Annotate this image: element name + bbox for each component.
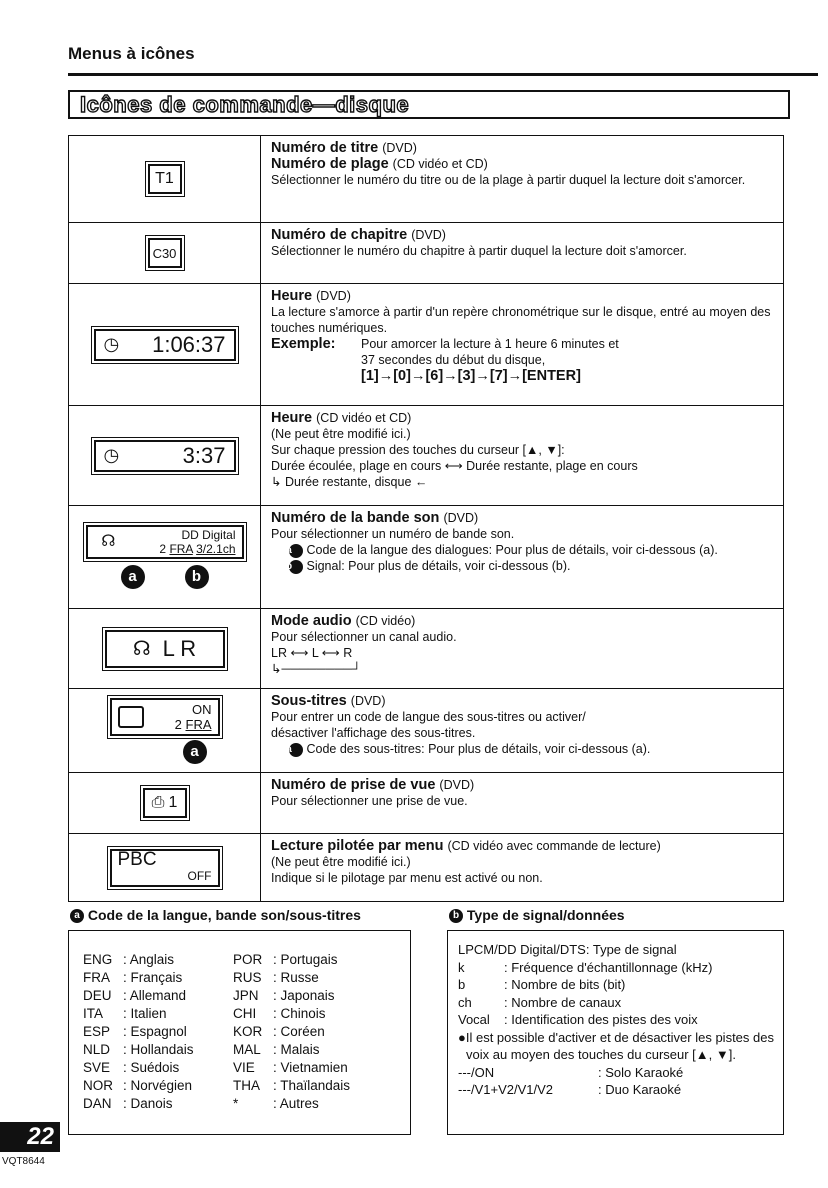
description-cell	[261, 689, 660, 772]
marker-a-icon: a	[121, 565, 145, 589]
time-value: 1:06:37	[152, 331, 226, 357]
icon-cell	[69, 689, 261, 772]
entry-title-2: Numéro de plage (CD vidéo et CD)	[271, 156, 488, 172]
description-line: (Ne peut être modifié ici.)	[271, 855, 411, 869]
description-line: Sur chaque pression des touches du curseur [▲, ▼]:	[271, 443, 565, 457]
icon-cell	[69, 834, 261, 901]
language-code: DAN	[83, 1096, 112, 1111]
language-code-box	[68, 930, 411, 1135]
subtitle-box-icon	[118, 706, 144, 728]
language-heading: a Code de la langue, bande son/sous-titres	[70, 907, 361, 923]
language-name: : Français	[123, 970, 183, 985]
language-code: ITA	[83, 1006, 103, 1021]
language-code: SVE	[83, 1060, 111, 1075]
description-cell	[261, 609, 467, 688]
icon-cell	[69, 223, 261, 283]
example-line: 37 secondes du début du disque,	[361, 353, 546, 367]
entry-title: Numéro de chapitre (DVD)	[271, 227, 446, 243]
pbc-label: PBC	[117, 848, 157, 870]
key-sequence: [1]→[0]→[6]→[3]→[7]→[ENTER]	[361, 368, 581, 384]
channel-label: L R	[162, 635, 197, 661]
language-name: : Autres	[273, 1096, 319, 1111]
description-line: Pour sélectionner un canal audio.	[271, 630, 457, 644]
language-code: FRA	[83, 970, 110, 985]
description-line: Pour entrer un code de langue des sous-titres ou activer/	[271, 710, 586, 724]
description-line: Sélectionner le numéro du chapitre à partir duquel la lecture doit s'amorcer.	[271, 244, 687, 258]
table-row	[69, 406, 783, 506]
marker-icon: a	[289, 743, 303, 757]
signal-def: ch : Nombre de canaux	[458, 994, 622, 1010]
subtitle-number: 2	[174, 716, 182, 732]
clock-icon: ◷	[103, 334, 120, 354]
language-name: : Malais	[273, 1042, 320, 1057]
description-line: Pour sélectionner un numéro de bande son.	[271, 527, 515, 541]
language-name: : Russe	[273, 970, 319, 985]
track-number: 2	[159, 542, 167, 556]
section-title: Icônes de commande—disque	[80, 92, 410, 117]
table-row	[69, 284, 783, 406]
language-code: NOR	[83, 1078, 113, 1093]
language-name: : Allemand	[123, 988, 187, 1003]
language-name: : Thaïlandais	[273, 1078, 351, 1093]
language-code: *	[233, 1096, 239, 1111]
detail-item: b Signal: Pour plus de détails, voir ci-dessous (b).	[285, 559, 571, 573]
entry-title: Heure (CD vidéo et CD)	[271, 410, 412, 426]
description-line: ↳ Durée restante, disque ←	[271, 475, 428, 489]
speaker-head-icon: ☊	[101, 533, 116, 550]
entry-title: Sous-titres (DVD)	[271, 693, 386, 709]
subtitle-state: ON	[192, 701, 212, 717]
channel-info: 3/2.1ch	[196, 542, 236, 556]
camera-icon: ⎙	[151, 794, 165, 811]
description-cell	[261, 834, 671, 901]
signal-format: DD Digital	[181, 528, 236, 542]
language-code: THA	[233, 1078, 260, 1093]
table-row	[69, 136, 783, 223]
page-number: 22	[0, 1122, 60, 1152]
entry-title: Mode audio (CD vidéo)	[271, 613, 416, 629]
entry-title: Numéro de la bande son (DVD)	[271, 510, 479, 526]
language-code: CHI	[233, 1006, 257, 1021]
entry-title: Numéro de titre (DVD)	[271, 140, 417, 156]
example-label: Exemple:	[271, 336, 336, 352]
entry-title: Numéro de prise de vue (DVD)	[271, 777, 475, 793]
language-name: : Danois	[123, 1096, 173, 1111]
clock-icon: ◷	[103, 445, 120, 465]
language-code: VIE	[233, 1060, 255, 1075]
description-line: ↳────────┘	[271, 662, 362, 676]
description-line: Durée écoulée, plage en cours ⟷ Durée restante, plage en cours	[271, 459, 638, 473]
language-code: JPN	[233, 988, 259, 1003]
section-title-box	[68, 90, 790, 119]
entry-title: Lecture pilotée par menu (CD vidéo avec commande de lecture)	[271, 838, 661, 854]
description-line: LR ⟷ L ⟷ R	[271, 646, 353, 660]
marker-icon: b	[289, 560, 303, 574]
marker-icon: a	[289, 544, 303, 558]
pbc-state: OFF	[187, 868, 212, 883]
description-cell	[261, 773, 484, 833]
table-row	[69, 689, 783, 773]
language-name: : Suédois	[123, 1060, 180, 1075]
angle-number: 1	[168, 794, 178, 811]
language-name: : Coréen	[273, 1024, 325, 1039]
header-rule	[68, 73, 818, 76]
language-name: : Japonais	[273, 988, 335, 1003]
table-row	[69, 609, 783, 689]
icon-cell	[69, 284, 261, 405]
description-line: La lecture s'amorce à partir d'un repère chronométrique sur le disque, entré au moyen des touches numériques.	[271, 305, 771, 335]
description-line: Pour sélectionner une prise de vue.	[271, 794, 468, 808]
icon-cell	[69, 609, 261, 688]
signal-def: k : Fréquence d'échantillonnage (kHz)	[458, 959, 713, 975]
language-code: KOR	[233, 1024, 263, 1039]
language-name: : Chinois	[273, 1006, 326, 1021]
icon-cell	[69, 773, 261, 833]
description-line: Indique si le pilotage par menu est activé ou non.	[271, 871, 543, 885]
language-name: : Hollandais	[123, 1042, 194, 1057]
language-code: FRA	[185, 716, 212, 732]
icon-table	[68, 135, 784, 902]
language-name: : Vietnamien	[273, 1060, 348, 1075]
detail-item: a Code des sous-titres: Pour plus de détails, voir ci-dessous (a).	[286, 742, 651, 756]
signal-def: Vocal : Identification des pistes des voix	[458, 1012, 698, 1027]
table-row	[69, 773, 783, 834]
language-code: ESP	[83, 1024, 111, 1039]
doc-code: VQT8644	[2, 1156, 45, 1167]
signal-note: ●Il est possible d'activer et de désactiver les pistes des voix au moyen des touches du curseur [▲, ▼].	[458, 1029, 774, 1062]
speaker-head-icon: ☊	[132, 638, 151, 660]
language-code: ENG	[83, 952, 113, 967]
description-line: Sélectionner le numéro du titre ou de la plage à partir duquel la lecture doit s'amorcer.	[271, 173, 746, 187]
language-code: MAL	[233, 1042, 261, 1057]
icon-label: C30	[152, 245, 177, 261]
language-name: : Norvégien	[123, 1078, 193, 1093]
table-row	[69, 506, 783, 609]
signal-heading: b Type de signal/données	[449, 907, 625, 923]
language-name: : Espagnol	[123, 1024, 187, 1039]
language-code: NLD	[83, 1042, 111, 1057]
example-line: Pour amorcer la lecture à 1 heure 6 minutes et	[361, 337, 619, 351]
description-cell	[261, 223, 697, 283]
description-line: (Ne peut être modifié ici.)	[271, 427, 411, 441]
language-name: : Anglais	[123, 952, 175, 967]
marker-a-icon: a	[183, 740, 207, 764]
table-row	[69, 834, 783, 901]
icon-cell	[69, 406, 261, 505]
language-name: : Portugais	[273, 952, 338, 967]
icon-cell	[69, 136, 261, 222]
language-code: RUS	[233, 970, 262, 985]
karaoke-def: ---/ON : Solo Karaoké	[458, 1064, 684, 1080]
karaoke-def: ---/V1+V2/V1/V2 : Duo Karaoké	[458, 1082, 682, 1097]
language-code: POR	[233, 952, 263, 967]
language-code: DEU	[83, 988, 112, 1003]
description-cell	[261, 506, 728, 608]
signal-def: b : Nombre de bits (bit)	[458, 977, 626, 992]
entry-title: Heure (DVD)	[271, 288, 351, 304]
time-value: 3:37	[182, 442, 226, 468]
marker-a-icon: a	[70, 909, 84, 923]
language-name: : Italien	[123, 1006, 167, 1021]
marker-b-icon: b	[449, 909, 463, 923]
description-cell	[261, 284, 783, 405]
icon-label: T1	[155, 170, 174, 187]
marker-b-icon: b	[185, 565, 209, 589]
icon-cell	[69, 506, 261, 608]
page-header: Menus à icônes	[68, 44, 195, 63]
language-code: FRA	[169, 542, 193, 556]
description-cell	[261, 406, 648, 505]
description-cell	[261, 136, 755, 222]
signal-first-line: LPCM/DD Digital/DTS: Type de signal	[458, 942, 677, 957]
signal-type-box	[447, 930, 784, 1135]
detail-item: a Code de la langue des dialogues: Pour plus de détails, voir ci-dessous (a).	[286, 543, 718, 557]
description-line: désactiver l'affichage des sous-titres.	[271, 726, 476, 740]
table-row	[69, 223, 783, 284]
